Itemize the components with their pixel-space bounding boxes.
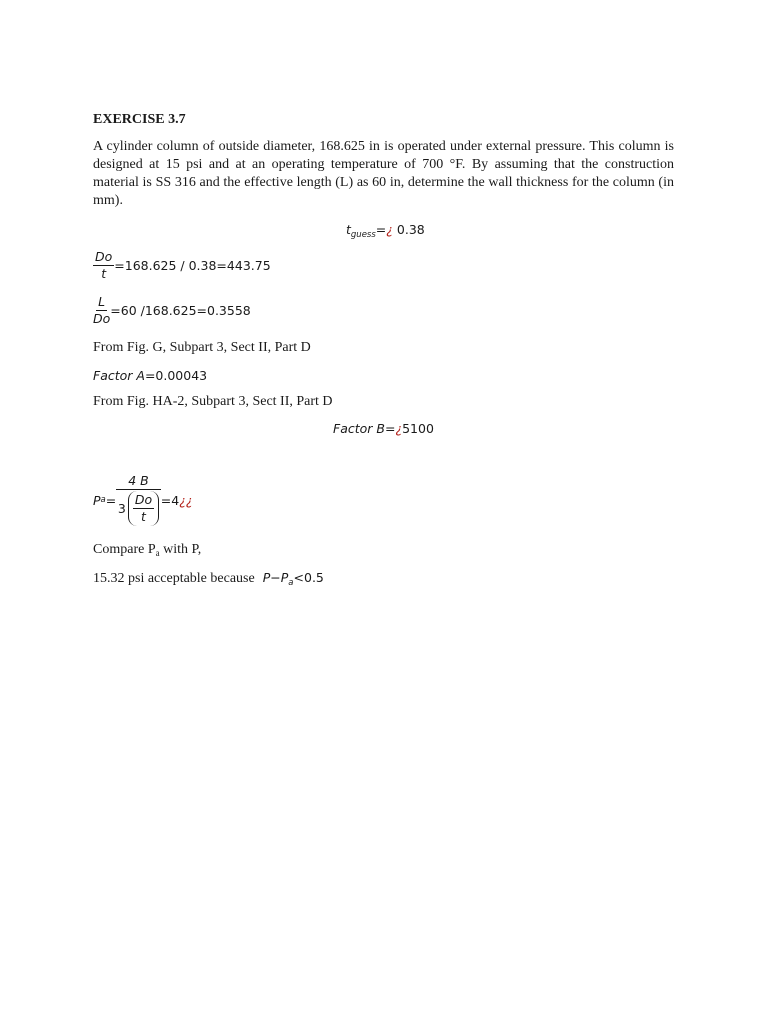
from-fig-ha-text: From Fig. HA-2, Subpart 3, Sect II, Part D bbox=[93, 394, 333, 409]
pa-sub: a bbox=[100, 495, 106, 505]
pa-glyph: ¿¿ bbox=[179, 492, 193, 508]
factor-b-glyph: ¿ bbox=[395, 421, 403, 436]
t-guess-equation bbox=[346, 222, 425, 240]
factor-a-equation bbox=[93, 368, 207, 383]
t-guess-sub: guess bbox=[350, 230, 376, 240]
l-over-do-equation bbox=[93, 295, 251, 326]
compare-text bbox=[93, 542, 201, 558]
pa-den-paren bbox=[128, 491, 159, 526]
pa-rhs: =4 bbox=[160, 492, 180, 508]
do-over-t-num: Do bbox=[95, 249, 113, 264]
pa-den-coef: 3 bbox=[117, 500, 126, 516]
from-fig-g-text: From Fig. G, Subpart 3, Sect II, Part D bbox=[93, 340, 311, 355]
factor-b-eq: = bbox=[384, 421, 396, 436]
t-guess-eq: = bbox=[375, 222, 387, 237]
pa-num: 4 B bbox=[116, 474, 161, 490]
pa-inner-den: t bbox=[141, 509, 146, 524]
t-guess-var: t bbox=[346, 222, 351, 237]
pa-den bbox=[118, 490, 159, 526]
conclusion-tail: <0.5 bbox=[293, 570, 324, 585]
compare-label: Compare P bbox=[93, 542, 156, 557]
conclusion-line bbox=[93, 569, 324, 588]
factor-b-value: 5100 bbox=[402, 421, 434, 436]
conclusion-p: P bbox=[262, 570, 271, 585]
factor-b-equation bbox=[333, 421, 434, 436]
do-over-t-fraction bbox=[93, 250, 114, 281]
pa-fraction bbox=[116, 474, 161, 526]
conclusion-sub: a bbox=[288, 578, 294, 588]
l-over-do-fraction bbox=[93, 295, 110, 326]
factor-a-label: Factor A bbox=[93, 368, 145, 383]
conclusion-pa: P bbox=[280, 570, 289, 585]
t-guess-glyph: ¿ bbox=[386, 222, 393, 237]
conclusion-math bbox=[262, 570, 324, 588]
do-over-t-rhs: =168.625 / 0.38=443.75 bbox=[114, 258, 271, 273]
factor-a-rhs: =0.00043 bbox=[144, 368, 208, 383]
l-over-do-num: L bbox=[98, 294, 106, 309]
t-guess-value: 0.38 bbox=[396, 222, 425, 237]
problem-statement: A cylinder column of outside diameter, 168.625 in is operated under external pressure. This column is designed at 15 psi and at an operating temperature of 700 °F. By assuming that the construction material is SS 316 and the effective length (L) as 60 in, determine the wall thickness for the column (in mm). bbox=[93, 139, 674, 208]
do-over-t-den: t bbox=[101, 266, 107, 281]
factor-b-label: Factor B bbox=[333, 421, 385, 436]
compare-tail: with P, bbox=[159, 542, 202, 557]
pa-eq: = bbox=[105, 492, 117, 508]
pa-var: P bbox=[93, 492, 101, 508]
do-over-t-equation bbox=[93, 250, 271, 281]
compare-sub: a bbox=[155, 548, 160, 558]
pa-inner-num: Do bbox=[134, 492, 153, 507]
conclusion-text: 15.32 psi acceptable because bbox=[93, 571, 255, 586]
l-over-do-rhs: =60 /168.625=0.3558 bbox=[110, 303, 251, 318]
pa-inner-fraction bbox=[133, 493, 154, 524]
exercise-title: EXERCISE 3.7 bbox=[93, 112, 186, 127]
conclusion-minus: − bbox=[270, 570, 281, 585]
l-over-do-den: Do bbox=[93, 311, 111, 326]
pa-equation bbox=[93, 474, 192, 526]
